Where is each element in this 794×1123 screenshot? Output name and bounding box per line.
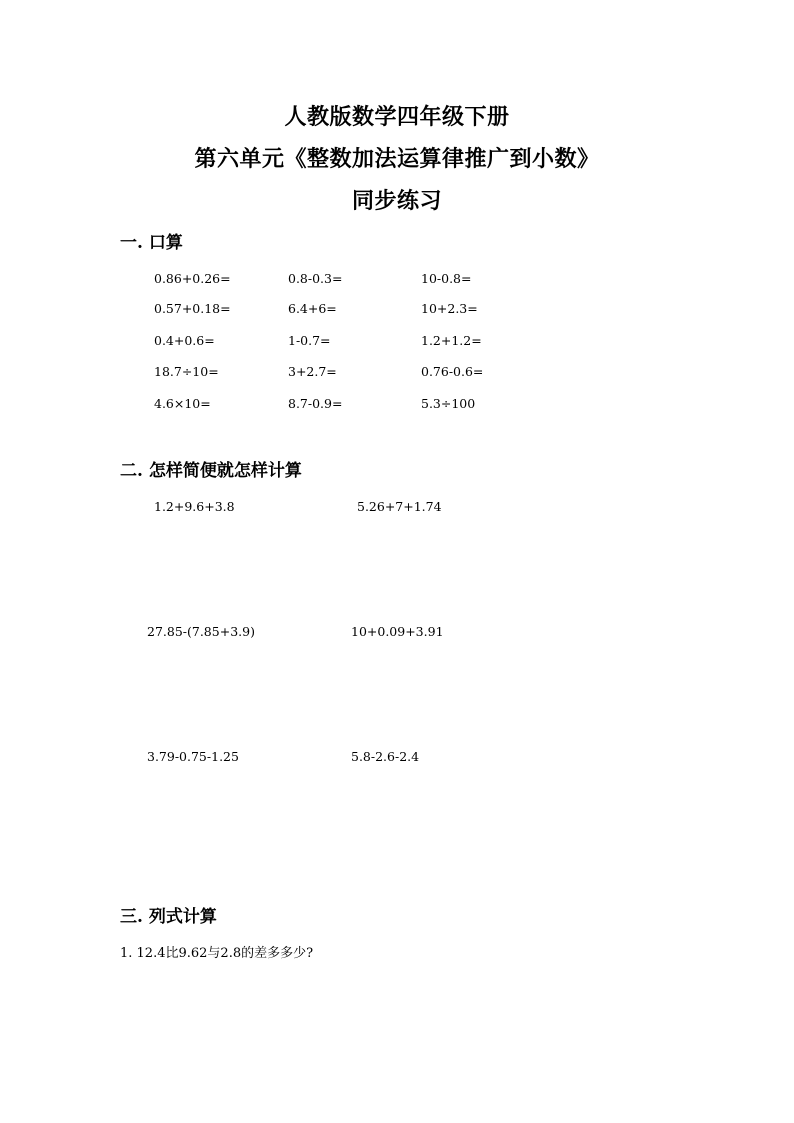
word-problem-1: 1. 12.4比9.62与2.8的差多多少?: [120, 946, 314, 961]
simplify-problem: 5.26+7+1.74: [357, 499, 442, 514]
section-1-heading: 一. 口算: [120, 233, 183, 253]
oral-calc-item: 4.6×10=: [154, 396, 211, 411]
oral-calc-item: 10+2.3=: [421, 301, 478, 316]
exercise-title: 同步练习: [351, 188, 442, 214]
simplify-problem: 10+0.09+3.91: [351, 624, 444, 639]
simplify-problem: 27.85-(7.85+3.9): [147, 624, 255, 639]
section-3-heading: 三. 列式计算: [120, 907, 217, 927]
oral-calc-item: 0.4+0.6=: [154, 333, 215, 348]
oral-calc-item: 0.8-0.3=: [288, 271, 343, 286]
oral-calc-item: 3+2.7=: [288, 364, 337, 379]
simplify-problem: 3.79-0.75-1.25: [147, 749, 239, 764]
oral-calc-item: 10-0.8=: [421, 271, 472, 286]
oral-calc-item: 0.86+0.26=: [154, 271, 231, 286]
oral-calc-item: 8.7-0.9=: [288, 396, 343, 411]
oral-calc-item: 1.2+1.2=: [421, 333, 482, 348]
oral-calc-item: 6.4+6=: [288, 301, 337, 316]
oral-calc-item: 1-0.7=: [288, 333, 331, 348]
oral-calc-item: 0.57+0.18=: [154, 301, 231, 316]
oral-calc-item: 0.76-0.6=: [421, 364, 484, 379]
simplify-problem: 1.2+9.6+3.8: [154, 499, 235, 514]
oral-calc-item: 5.3÷100: [421, 396, 476, 411]
oral-calc-item: 18.7÷10=: [154, 364, 219, 379]
unit-title: 第六单元《整数加法运算律推广到小数》: [194, 146, 600, 172]
simplify-problem: 5.8-2.6-2.4: [351, 749, 420, 764]
document-title: 人教版数学四年级下册: [284, 104, 510, 130]
section-2-heading: 二. 怎样简便就怎样计算: [120, 461, 302, 481]
